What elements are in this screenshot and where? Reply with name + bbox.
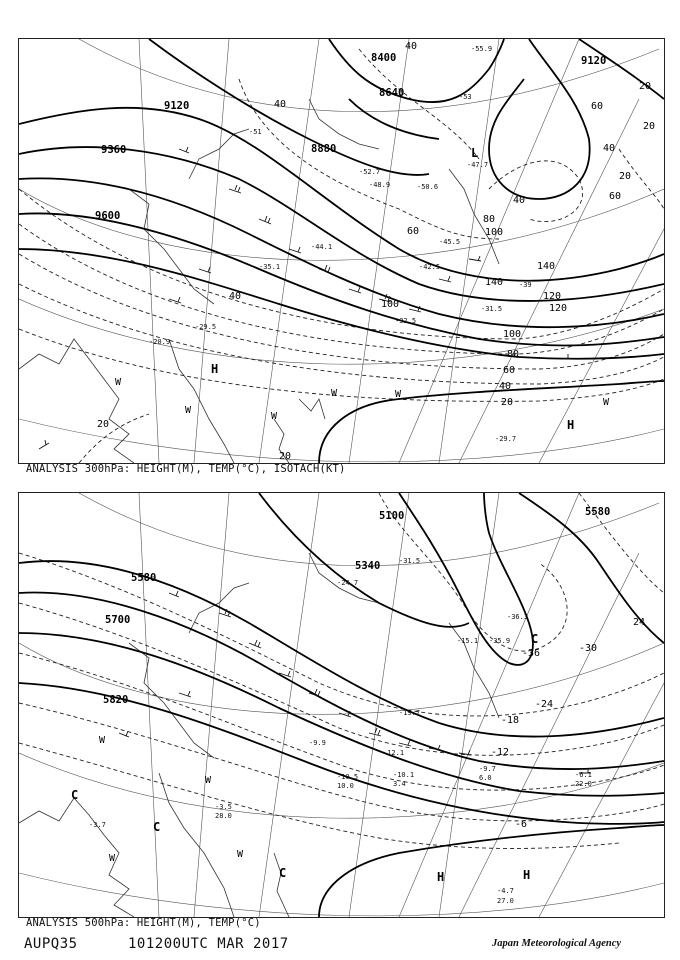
caption-500hpa: ANALYSIS 500hPa: HEIGHT(M), TEMP(°C) [26,917,261,929]
height-label-9360: 9360 [101,144,127,156]
warm-marker: W [395,389,402,400]
isotach-label: 80 [507,349,520,360]
isotach-label: 100 [503,329,522,340]
isotach-label: 40 [603,143,616,154]
warm-marker: W [237,849,244,860]
station-value: -52.7 [359,168,381,176]
isotach-label: 100 [485,227,504,238]
height-label-5340: 5340 [355,560,381,572]
low-pressure-center: L [471,146,479,160]
warm-marker: W [99,735,106,746]
height-label-5580: 5580 [131,572,157,584]
isotach-label: 100 [381,299,400,310]
warm-marker: W [109,853,116,864]
station-value: -20.9 [149,338,171,346]
warm-marker: W [603,397,610,408]
height-label-5100: 5100 [379,510,405,522]
station-value: -48.9 [369,181,391,189]
station-value: -9.7 [479,765,496,773]
isotach-label: 40 [405,41,418,52]
wind-barbs [39,147,571,449]
low-pressure-center: C [153,820,161,834]
station-value: 6.0 [479,774,492,782]
chart-code: AUPQ35 [24,936,78,952]
isotherm-label: -18 [501,715,520,726]
warm-marker: W [271,411,278,422]
height-label-9600: 9600 [95,210,121,222]
station-value: -10.5 [337,773,359,781]
analysis-300hpa-map [18,38,665,464]
high-pressure-center: H [567,418,575,432]
high-pressure-center: H [523,868,531,882]
station-value: -39 [519,281,532,289]
low-pressure-center: C [279,866,287,880]
high-pressure-center: H [211,362,219,376]
isotach-label: 20 [279,451,292,462]
isotach-label: 80 [483,214,496,225]
map-500hpa-svg [19,493,664,917]
station-value: -10.1 [393,771,415,779]
station-value: -36.3 [507,613,529,621]
station-value: -15.1 [457,637,479,645]
coastlines [19,553,499,917]
station-value: -53 [459,93,472,101]
low-pressure-center: C [531,632,539,646]
station-value: -24.7 [337,579,359,587]
isotherm-label: -12 [491,747,510,758]
station-value: 28.0 [215,812,232,820]
station-value: -50.6 [417,183,439,191]
isotherm-label: -36 [522,648,541,659]
isotach-label: 120 [543,291,562,302]
map-300hpa-svg [19,39,664,463]
analysis-500hpa-map [18,492,665,918]
coastlines [19,99,499,463]
height-label-9120: 9120 [164,100,190,112]
isotach-label: 140 [537,261,556,272]
isotach-label: 40 [274,99,287,110]
station-value: 10.0 [337,782,354,790]
height-contours [19,39,664,463]
warm-marker: W [185,405,192,416]
station-value: -31.5 [399,557,421,565]
isotach-label: 20 [643,121,656,132]
isotherm-label: -6 [515,819,528,830]
station-value: -9.9 [309,739,326,747]
isotach-label: 60 [407,226,420,237]
isotherm-label: -24 [535,699,554,710]
station-value: -35.9 [489,637,511,645]
isotach-label: 20 [97,419,110,430]
analysis-time: 101200UTC MAR 2017 [128,936,289,952]
station-value: -44.1 [311,243,333,251]
station-value: -29.5 [195,323,217,331]
station-value: -42.5 [419,263,441,271]
graticule-parallels [19,39,664,462]
station-value: -4.7 [497,887,514,895]
station-value: -6.1 [575,771,592,779]
height-label-5700: 5700 [105,614,131,626]
station-value: -29.7 [495,435,517,443]
station-value: -19.7 [399,709,421,717]
station-value: -3.7 [89,821,106,829]
agency-name: Japan Meteorological Agency [492,938,622,949]
height-label-5580-east: 5580 [585,506,611,518]
isotach-label: 40 [513,195,526,206]
height-label-8400: 8400 [371,52,397,64]
isotach-label: 60 [609,191,622,202]
isotach-label: 60 [503,365,516,376]
warm-marker: W [205,775,212,786]
isotach-label: 20 [639,81,652,92]
station-value: -45.5 [439,238,461,246]
station-value: -12.1 [383,749,405,757]
high-pressure-center: H [437,870,445,884]
isotherm-label: 24 [633,617,646,628]
isotach-label: 40 [499,381,512,392]
isotach-label: 20 [619,171,632,182]
caption-300hpa: ANALYSIS 300hPa: HEIGHT(M), TEMP(°C), ISOTACH(KT) [26,463,346,475]
station-value: -35.1 [259,263,281,271]
isotach-label: 20 [501,397,514,408]
station-value: 22.0 [575,780,592,788]
warm-marker: W [115,377,122,388]
warm-marker: W [331,388,338,399]
low-pressure-center: C [71,788,79,802]
height-label-5820: 5820 [103,694,129,706]
station-value: -32.5 [395,317,417,325]
isotach-label: 120 [549,303,568,314]
isotach-label: 60 [591,101,604,112]
station-value: -47.7 [467,161,489,169]
isotach-label: 140 [485,277,504,288]
station-value: 3.4 [393,780,406,788]
height-label-8880: 8880 [311,143,337,155]
station-value: 27.0 [497,897,514,905]
station-value: -55.9 [471,45,493,53]
isotherm-label: -30 [579,643,598,654]
station-value: -51 [249,128,262,136]
height-label-8640: 8640 [379,87,405,99]
isotach-label: 40 [229,291,242,302]
station-value: -3.5 [215,803,232,811]
height-label-9120-east: 9120 [581,55,607,67]
station-value: -31.5 [481,305,503,313]
